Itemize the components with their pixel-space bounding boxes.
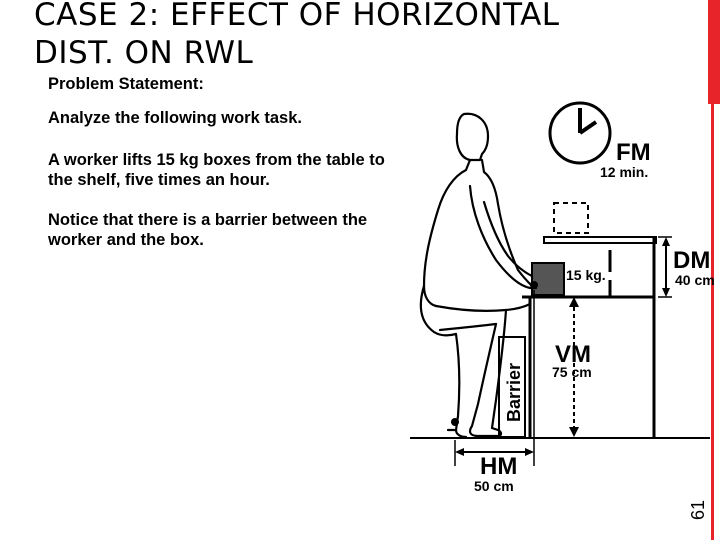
barrier-label: Barrier [504, 362, 524, 422]
problem-text-block [48, 74, 408, 250]
hm-value: 50 cm [474, 478, 514, 494]
title-line-2: DIST. ON RWL [34, 35, 254, 71]
ankle-marker [451, 418, 459, 426]
vm-value: 75 cm [552, 364, 592, 380]
hm-label: HM [480, 453, 518, 480]
box [532, 263, 564, 295]
target-box-outline [554, 203, 588, 233]
barrier-note: Notice that there is a barrier between the worker and the box. [48, 211, 368, 249]
clock-icon [550, 103, 610, 163]
problem-heading: Problem Statement: [48, 75, 204, 93]
accent-bar-top [708, 0, 720, 104]
fm-label: FM [616, 139, 651, 166]
title-line-1: CASE 2: EFFECT OF HORIZONTAL [34, 0, 560, 33]
lifting-task-diagram [400, 100, 720, 500]
slide-title [34, 0, 674, 72]
task-description: A worker lifts 15 kg boxes from the table to the shelf, five times an hour. [48, 151, 385, 189]
dm-dimension [658, 237, 672, 297]
intro-text: Analyze the following work task. [48, 109, 302, 127]
shelf [544, 237, 656, 243]
fm-value: 12 min. [600, 164, 649, 180]
page-number: 61 [688, 499, 708, 520]
vm-label: VM [555, 341, 591, 368]
dm-value: 40 cm [675, 272, 715, 288]
dm-label: DM [673, 247, 711, 274]
box-weight-label: 15 kg. [566, 267, 606, 283]
